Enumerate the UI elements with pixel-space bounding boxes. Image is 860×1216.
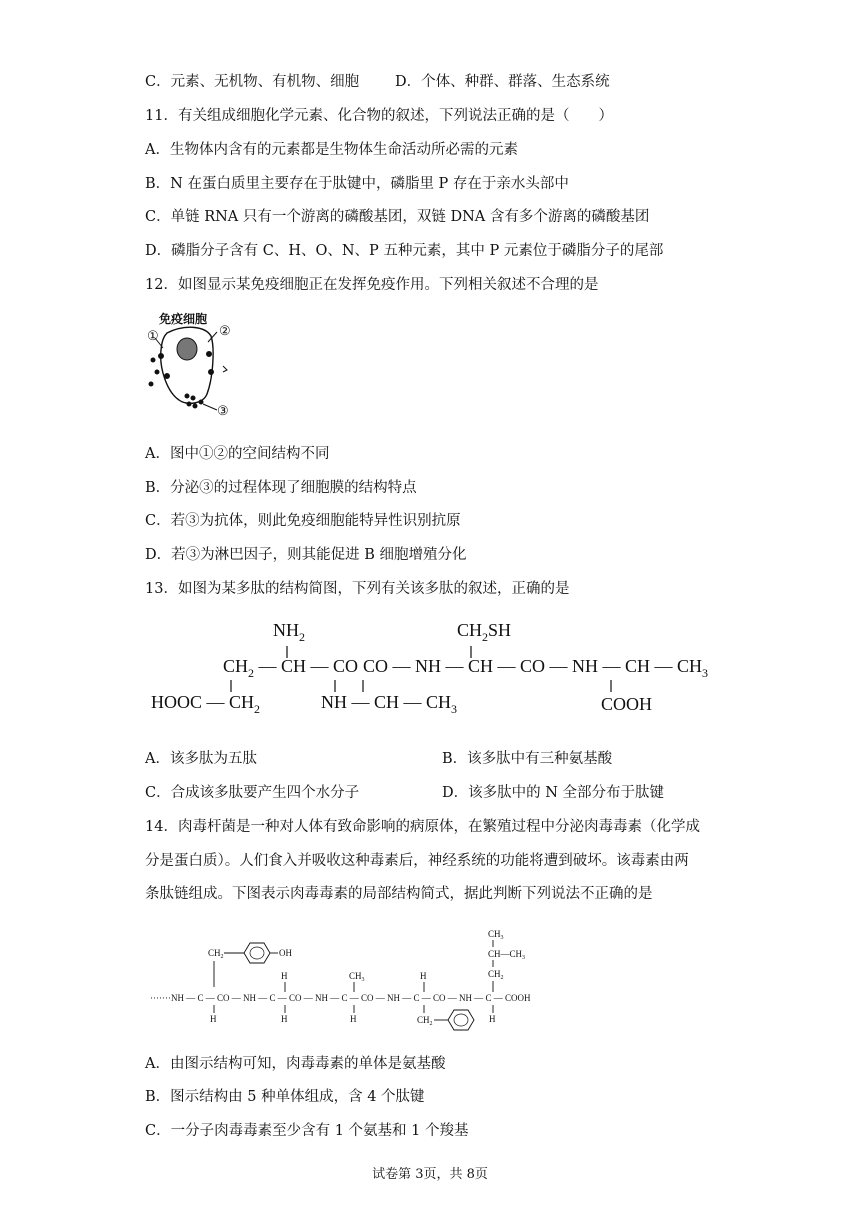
q14-option-a: A．由图示结构可知，肉毒毒素的单体是氨基酸 <box>145 1056 446 1072</box>
immune-cell-figure <box>145 308 245 420</box>
q13-option-c: C．合成该多肽要产生四个水分子 <box>145 785 360 801</box>
q11-option-c: C．单链 RNA 只有一个游离的磷酸基团，双链 DNA 含有多个游离的磷酸基团 <box>145 209 650 225</box>
svg-text:H: H <box>489 1014 496 1024</box>
q12-option-d: D．若③为淋巴因子，则其能促进 B 细胞增殖分化 <box>145 547 467 563</box>
q14-option-c: C．一分子肉毒毒素至少含有 1 个氨基和 1 个羧基 <box>145 1123 469 1139</box>
nucleus <box>177 338 197 360</box>
q11-option-d: D．磷脂分子含有 C、H、O、N、P 五种元素，其中 P 元素位于磷脂分子的尾部 <box>145 243 664 259</box>
svg-text:H: H <box>350 1014 357 1024</box>
hydroxyl: OH <box>279 948 292 958</box>
q14-option-b: B．图示结构由 5 种单体组成，含 4 个肽键 <box>145 1089 425 1105</box>
label-1: ① <box>147 328 159 343</box>
q12-stem: 12．如图显示某免疫细胞正在发挥免疫作用。下列相关叙述不合理的是 <box>145 277 599 293</box>
label-2: ② <box>219 323 231 338</box>
main-chain: ·······NH — C — CO — NH — C — CO — NH — C — CO — NH — C — CO — NH — C — COOH <box>150 993 531 1003</box>
figure-title: 免疫细胞 <box>159 312 208 326</box>
q10-option-c: C．元素、无机物、有机物、细胞 <box>145 74 360 90</box>
q13-option-b: B．该多肽中有三种氨基酸 <box>442 751 613 767</box>
polypeptide-figure <box>145 614 709 724</box>
q12-option-a: A．图中①②的空间结构不同 <box>145 446 330 462</box>
ch2sh-group: $CH_2SH$ <box>457 620 512 644</box>
label-3: ③ <box>217 403 229 418</box>
svg-text:CH3: $CH_3$ <box>488 929 504 941</box>
q13-option-a: A．该多肽为五肽 <box>145 751 257 767</box>
svg-text:H: H <box>281 971 288 981</box>
svg-text:CH2: $CH_2$ <box>488 969 504 981</box>
cooh-group: COOH <box>601 694 653 714</box>
q13-stem: 13．如图为某多肽的结构简图，下列有关该多肽的叙述，正确的是 <box>145 581 570 597</box>
nh2-group: $NH_2$ <box>273 620 305 644</box>
q14-stem-line3: 条肽链组成。下图表示肉毒毒素的局部结构简式，据此判断下列说法不正确的是 <box>145 886 653 902</box>
q11-stem: 11．有关组成细胞化学元素、化合物的叙述，下列说法正确的是（ ） <box>145 108 613 124</box>
q10-option-d: D．个体、种群、群落、生态系统 <box>395 74 610 90</box>
svg-text:H: H <box>210 1014 217 1024</box>
benzene-ring-2 <box>448 1010 474 1030</box>
q12-option-b: B．分泌③的过程体现了细胞膜的结构特点 <box>145 480 417 496</box>
q13-option-d: D．该多肽中的 N 全部分布于肽键 <box>442 785 665 801</box>
page-footer: 试卷第 3页，共 8页 <box>372 1167 488 1182</box>
row-bottom-b: NH — CH — $CH_3$ <box>321 692 458 716</box>
q14-stem-line2: 分是蛋白质）。人们食入并吸收这种毒素后，神经系统的功能将遭到破坏。该毒素由两 <box>145 853 689 869</box>
svg-text:CH3: $CH_3$ <box>349 971 365 983</box>
q11-option-a: A．生物体内含有的元素都是生物体生命活动所必需的元素 <box>145 142 518 158</box>
svg-text:H: H <box>281 1014 288 1024</box>
row-middle-a: $CH_2$ — CH — CO <box>223 656 359 680</box>
row-middle-b: CO — NH — CH — CO — NH — CH — $CH_3$ <box>363 656 709 680</box>
svg-text:CH2: $CH_2$ <box>417 1015 433 1027</box>
q14-stem-line1: 14．肉毒杆菌是一种对人体有致命影响的病原体，在繁殖过程中分泌肉毒毒素（化学成 <box>145 819 700 835</box>
row-bottom-a: HOOC — $CH_2$ <box>151 692 261 716</box>
toxin-structure-figure <box>150 925 550 1035</box>
svg-text:H: H <box>420 971 427 981</box>
svg-text:CH—CH3: $CH—CH_3$ <box>488 949 526 961</box>
svg-text:CH2: $CH_2$ <box>208 948 224 960</box>
benzene-ring-1 <box>244 943 270 963</box>
q11-option-b: B．N 在蛋白质里主要存在于肽键中，磷脂里 P 存在于亲水头部中 <box>145 176 569 192</box>
q12-option-c: C．若③为抗体，则此免疫细胞能特异性识别抗原 <box>145 513 461 529</box>
